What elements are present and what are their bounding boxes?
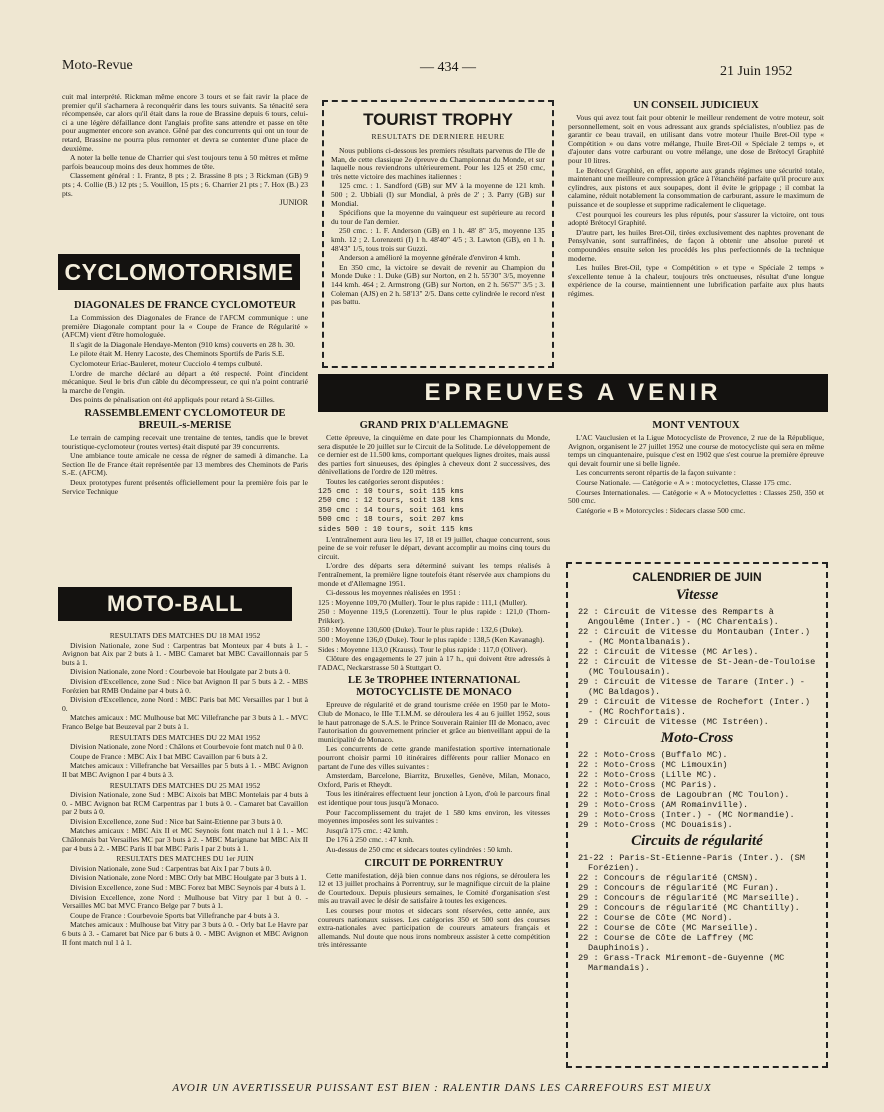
paragraph: Deux prototypes furent présentés officiellement pour la première fois par le Service Technique [62, 477, 308, 496]
calendar-section-title: Moto-Cross [660, 730, 734, 746]
calendar-item: 29 : Concours de régularité (MC Furan). [578, 883, 780, 893]
paragraph: D'autre part, les huiles Bret-Oil, tirées exclusivement des naphtes provenant de Pensylvanie, sont surraffinées, de façon à obtenir une absolue pureté et compoundées ensuite selon les procédés les plus perfectionnés de la technique moderne. [568, 227, 824, 263]
paragraph: Tous les itinéraires effectuent leur jonction à Lyon, d'où le parcours final est identique pour tous jusqu'à Monaco. [318, 789, 550, 807]
match-result: Division Excellence, zone Sud : Nice bat Saint-Etienne par 3 buts à 0. [70, 816, 283, 826]
paragraph: Une ambiance toute amicale ne cessa de régner de samedi à dimanche. La Section Ile de France était représentée par 13 membres des Cheminots de Paris S.-E. (AFCM). [62, 451, 308, 478]
paragraph: Il s'agit de la Diagonale Hendaye-Menton (910 kms) couverts en 28 h. 30. [70, 339, 295, 349]
calendar-item: 29 : Grass-Track Miremont-de-Guyenne (MC Marmandais). [578, 953, 785, 973]
magazine-name: Moto-Revue [62, 58, 133, 73]
moto-ball-results [62, 630, 308, 1070]
results-heading: RESULTATS DES MATCHES DU 1er JUIN [116, 854, 254, 864]
match-result: Division Nationale, zone Nord : Châlons et Courbevoie font match nul 0 à 0. [70, 742, 304, 752]
calendar-section-title: Vitesse [675, 587, 719, 603]
paragraph: Courses Internationales. — Catégorie « A » Motocyclettes : Classes 250, 350 et 500 cmc. [568, 487, 824, 506]
calendar-item: 21-22 : Paris-St-Etienne-Paris (Inter.). (SM Forézien). [578, 853, 805, 873]
match-result: Division Excellence, zone Sud : MBC Forez bat MBC Seynois par 4 buts à 1. [70, 883, 306, 893]
paragraph: L'ordre des départs sera déterminé suivant les temps réalisés à l'entraînement, la première ligne toutefois étant réservée aux champions du monde et d'Allemagne 1951. [318, 561, 550, 588]
article-title: LE 3e TROPHEE INTERNATIONAL MOTOCYCLISTE DE MONACO [347, 675, 520, 699]
results-heading: RESULTATS DES MATCHES DU 25 MAI 1952 [109, 780, 261, 790]
article-title: DIAGONALES DE FRANCE CYCLOMOTEUR [74, 300, 296, 311]
paragraph: Les concurrents seront répartis de la façon suivante : [576, 468, 736, 478]
calendar-item: 29 : Circuit de Vitesse de Tarare (Inter.) - (MC Baldagos). [578, 677, 805, 697]
calendar-item: 29 : Concours de régularité (MC Chantilly). [578, 903, 800, 913]
paragraph: cuit mal interprété. Rickman même encore 3 tours et se fait ravir la place de premier qu'il s'acharnera à reconquérir dans les tours suivants. Sa ténacité sera récompensée, car alors qu'il était dans la roue de Brassine depuis 6 tours, celui-ci a une légère défaillance dont l'anglais profite sans attendre et passe en tête pour augmenter encore son avance. Gêné par des concurrents qui ont un tour de retard, Brassine ne pourra plus remonter et devra se contenter d'une place de deuxième. [62, 93, 308, 153]
paragraph: Des points de pénalisation ont été appliqués pour retard à St-Gilles. [70, 395, 275, 405]
match-result: Division Nationale, zone Nord : MBC Orly bat MBC Houlgate par 3 buts à 1. [70, 873, 307, 883]
paragraph: Anderson a amélioré la moyenne générale d'environ 4 kmh. [339, 253, 521, 263]
match-result: Matches amicaux : Villefranche bat Versailles par 5 buts à 1. - MBC Avignon II bat MBC Avignon I par 4 buts à 3. [62, 761, 308, 779]
calendar-item: 29 : Moto-Cross (MC Douaisis). [578, 820, 733, 830]
calendar-item: 22 : Course de Côte de Laffrey (MC Dauphinois). [578, 933, 754, 953]
calendar-item: 22 : Moto-Cross (MC Paris). [578, 780, 718, 790]
paragraph: Spécifions que la moyenne du vainqueur est supérieure au record du tour de l'an dernier. [331, 208, 545, 226]
paragraph: Clôture des engagements le 27 juin à 17 h., qui doivent être adressés à l'ADAC, Neckarstrasse 50 à Stuttgart O. [318, 654, 550, 672]
article-title: TOURIST TROPHY [363, 110, 513, 129]
race-distance: sides 500 : 10 tours, soit 115 kms [318, 525, 473, 534]
article-title: GRAND PRIX D'ALLEMAGNE [359, 420, 509, 431]
match-result: Division Excellence, zone Nord : Mulhouse bat Vitry par 1 but à 0. - Versailles MC bat MVC Franco Belge par 7 buts à 1. [62, 892, 308, 911]
article-title: UN CONSEIL JUDICIEUX [633, 100, 759, 111]
footer-slogan: AVOIR UN AVERTISSEUR PUISSANT EST BIEN : RALENTIR DANS LES CARREFOURS EST MIEUX [172, 1082, 712, 1094]
paragraph: Le pilote était M. Henry Lacoste, des Cheminots Sportifs de Paris S.E. [70, 349, 285, 359]
paragraph: Sides : Moyenne 113,0 (Krauss). Tour le plus rapide : 117,0 (Oliver). [318, 644, 528, 654]
conseil-article [568, 100, 824, 370]
paragraph: Le Brétocyl Graphité, en effet, apporte aux grands régimes une sécurité totale, maintenant une meilleure compression grâce à l'étanchéité parfaite qu'il procure aux cylindres, aux pistons et aux soupapes, dont il évite le grippage ; il combat la calamine, réduit notablement la consommation de carburant, assure le maximum de puissance et de souplesse et supprime radicalement le cliquetage. [568, 165, 824, 209]
article-title: CIRCUIT DE PORRENTRUY [364, 857, 504, 869]
page-number: — 434 — [420, 60, 476, 75]
paragraph: De 176 à 250 cmc. : 47 kmh. [326, 835, 414, 845]
paragraph: Catégorie « B » Motorcycles : Sidecars classe 500 cmc. [576, 505, 746, 515]
race-distance: 350 cmc : 14 tours, soit 161 kms [318, 506, 464, 515]
article-title: RASSEMBLEMENT CYCLOMOTEUR DE BREUIL-s-MERISE [84, 407, 286, 431]
col1-top-article [62, 93, 308, 243]
calendar-item: 29 : Moto-Cross (Inter.) - (MC Normandie). [578, 810, 795, 820]
paragraph: La Commission des Diagonales de France de l'AFCM communique : une première Diagonale comptant pour la « Coupe de France de Régularité » (AFCM) vient d'être homologuée. [62, 313, 308, 340]
paragraph: Course Nationale. — Catégorie « A » : motocyclettes, Classe 175 cmc. [576, 477, 792, 487]
paragraph: Les concurrents de cette grande manifestation sportive internationale pourront choisir parmi 10 itinéraires différents pour rallier Monaco en partant de l'une des villes suivantes : [318, 744, 550, 771]
paragraph: 250 : Moyenne 119,5 (Lorenzetti). Tour le plus rapide : 121,0 (Thorn-Prikker). [318, 607, 550, 625]
paragraph: Vous qui avez tout fait pour obtenir le meilleur rendement de votre moteur, soit personnellement, soit en vous adressant aux grands spécialistes, n'oubliez pas de garantir ce beau travail, en utilisant dans votre moteur l'huile Bret-Oil type « Compétition » ou dans votre mélange, l'huile Bret-Oil « Spéciale 2 temps », et d'ajouter dans votre carburant ou votre mélange, une dose de Brétocyl Graphité pour 10 litres. [568, 113, 824, 165]
paragraph: L'entraînement aura lieu les 17, 18 et 19 juillet, chaque concurrent, sous peine de se voir refuser le départ, devant accomplir au moins cinq tours du circuit. [318, 534, 550, 561]
calendar-item: 22 : Course de Côte (MC Marseille). [578, 923, 759, 933]
paragraph: 500 : Moyenne 136,0 (Duke). Tour le plus rapide : 138,5 (Ken Kavanagh). [318, 635, 545, 645]
paragraph: Cette manifestation, déjà bien connue dans nos régions, se déroulera les 12 et 13 juillet prochains à Porrentruy, sur le magnifique circuit de la plaine de Courtedoux. Depuis plusieurs semaines, le Comité d'organisation s'est mis au travail avec le désir de satisfaire à toutes les exigences. [318, 870, 550, 906]
paragraph: Le terrain de camping recevait une trentaine de tentes, tandis que le brevet touristique-cyclomoteur (routes vertes) était disputé par 39 concurrents. [62, 432, 308, 451]
paragraph: L'ordre de marche déclaré au départ a été respecté. Point d'incident mécanique. Seul le bris d'un câble du décompresseur, ce qui n'a point contrarié la marche de l'engin. [62, 368, 308, 395]
calendar-item: 29 : Concours de régularité (MC Marseille). [578, 893, 800, 903]
match-result: Division Nationale, zone Sud : Carpentras bat Aix I par 7 buts à 0. [70, 863, 272, 873]
paragraph: 250 cmc. : 1. F. Anderson (GB) en 1 h. 48' 8" 3/5, moyenne 135 kmh. 12 ; 2. Lorenzetti (I) 1 h. 48'40" 4/5 ; 3. Lawton (GB), en 1 h. 48'43" 1/5, tous trois sur Guzzi. [331, 226, 545, 253]
paragraph: Les huiles Bret-Oil, type « Compétition » et type « Spéciale 2 temps » s'excellente tenue à la chaleur, toujours très onctueuses, résultat d'une longue expérience de la course, maintiennent une lubrification parfaite aux plus hauts régimes. [568, 263, 824, 298]
paragraph: Classement général : 1. Frantz, 8 pts ; 2. Brassine 8 pts ; 3 Rickman (GB) 9 pts ; 4. Collie (B.) 12 pts ; 5. Vouillon, 15 pts ; 6. Charrier 21 pts ; 7. Hox (B.) 23 pts. [62, 171, 308, 198]
tourist-trophy-box [322, 100, 554, 368]
paragraph: Ci-dessous les moyennes réalisées en 1951 : [326, 588, 461, 598]
match-result: Division Nationale, zone Nord : Courbevoie bat Houlgate par 2 buts à 0. [70, 667, 291, 677]
banner-epreuves-a-venir: EPREUVES A VENIR [318, 374, 828, 412]
calendar-item: 29 : Circuit de Vitesse de Rochefort (Inter.) - (MC Rochfortais). [578, 697, 811, 717]
match-result: Division d'Excellence, zone Nord : MBC Paris bat MC Versailles par 1 but à 0. [62, 695, 308, 713]
calendar-item: 22 : Circuit de Vitesse des Remparts à Angoulême (Inter.) - (MC Charentais). [578, 607, 779, 627]
match-result: Coupe de France : MBC Aix I bat MBC Cavaillon par 6 buts à 2. [70, 751, 268, 761]
match-result: Matches amicaux : MBC Aix II et MC Seynois font match nul 1 à 1. - MC Châlonnais bat Versailles MC par 3 buts à 2. - MBC Marignane bat MBC Aix II par 4 buts à 2. - MBC Paris II bat MBC Paris I par 2 buts à 1. [62, 826, 308, 853]
calendar-section-title: Circuits de régularité [631, 833, 763, 849]
events-column [318, 420, 550, 1072]
banner-moto-ball: MOTO-BALL [58, 587, 292, 621]
paragraph: A noter la belle tenue de Charrier qui s'est toujours tenu à 50 mètres et même parfois beaucoup moins des deux hommes de tête. [62, 153, 308, 171]
calendar-item: 22 : Moto-Cross (Lille MC). [578, 770, 718, 780]
paragraph: Cette épreuve, la cinquième en date pour les Championnats du Monde, sera disputée le 20 juillet sur le Circuit de la Solitude. Le développement de ce dernier est de 11.500 kms, comportant quelques lignes droites, mais aussi des parties fort sinueuses, des épingles à cheveux dont 2 successives, des dénivellations de l'ordre de 120 mètres. [318, 433, 550, 477]
calendar-item: 22 : Circuit de Vitesse du Montauban (Inter.) - (MC Montalbanais). [578, 627, 811, 647]
paragraph: C'est pourquoi les coureurs les plus réputés, pour s'assurer la victoire, ont tous adopté Brétocyl Graphité. [568, 209, 824, 228]
issue-date: 21 Juin 1952 [720, 64, 793, 79]
paragraph: Les courses pour motos et sidecars sont réservées, cette année, aux coureurs nationaux suisses. Les catégories 350 et 500 sont des courses extra-nationales avec participation de coureurs amateurs français et allemands. Nul doute que nous irons nombreux assister à cette compétition très intéressante [318, 905, 550, 950]
calendar-item: 22 : Circuit de Vitesse (MC Arles). [578, 647, 759, 657]
race-distance: 125 cmc : 10 tours, soit 115 kms [318, 487, 464, 496]
match-result: Matches amicaux : Mulhouse bat Vitry par 3 buts à 0. - Orly bat Le Havre par 6 buts à 3. - Camaret bat Nice par 6 buts à 0. - MBC Avignon et MBC Avignon II font match nul 1 à 1. [62, 920, 308, 947]
paragraph: Toutes les catégories seront disputées : [326, 476, 444, 486]
race-distance: 500 cmc : 18 tours, soit 207 kms [318, 516, 464, 525]
paragraph: Epreuve de régularité et de grand tourisme créée en 1950 par le Moto-Club de Monaco, le IIIe T.I.M.M. se déroulera les 4 au 6 juillet 1952, sous le haut patronage de S.A.S. le Prince Souverain Rainier III de Monaco, avec l'autorisation du gouvernement princier et grâce au bienveillant appui de la municipalité de Monaco. [318, 700, 550, 744]
calendar-item: 22 : Moto-Cross de Lagoubran (MC Toulon). [578, 790, 790, 800]
match-result: Coupe de France : Courbevoie Sports bat Villefranche par 4 buts à 3. [70, 910, 280, 920]
calendar-item: 22 : Moto-Cross (MC Limouxin) [578, 760, 728, 770]
calendar-title: CALENDRIER DE JUIN [632, 570, 762, 584]
paragraph: Au-dessus de 250 cmc et sidecars toutes cylindrées : 50 kmh. [326, 844, 513, 854]
match-result: Division Nationale, zone Sud : MBC Aixois bat MBC Montelais par 4 buts à 0. - MBC Avignon bat RCM Carpentras par 1 buts à 0. - Camaret bat Cavaillon par 2 buts à 0. [62, 790, 308, 817]
paragraph: 125 cmc. : 1. Sandford (GB) sur MV à la moyenne de 121 kmh. 500 ; 2. Ubbiali (I) sur Mondial, à près de 2' ; 3. Parry (GB) sur Mondial. [331, 181, 545, 208]
calendar-item: 29 : Circuit de Vitesse (MC Istréen). [578, 717, 769, 727]
author-signature: JUNIOR [279, 198, 308, 208]
results-heading: RESULTATS DES MATCHES DU 22 MAI 1952 [109, 732, 261, 742]
paragraph: Jusqu'à 175 cmc. : 42 kmh. [326, 825, 409, 835]
calendar-item: 22 : Concours de régularité (CMSN). [578, 873, 759, 883]
match-result: Matches amicaux : MC Mulhouse bat MC Villefranche par 3 buts à 1. - MVC Franco Belge bat Beuzeval par 2 buts à 1. [62, 713, 308, 731]
results-heading: RESULTATS DES MATCHES DU 18 MAI 1952 [109, 631, 261, 640]
calendar-item: 22 : Circuit de Vitesse de St-Jean-de-Touloise (MC Toulousain). [578, 657, 816, 677]
mont-ventoux-article [568, 420, 824, 552]
paragraph: Cyclomoteur Eriac-Bauleret, moteur Cucciolo 4 temps culbuté. [70, 358, 263, 368]
calendar-item: 22 : Moto-Cross (Buffalo MC). [578, 750, 728, 760]
cyclo-articles [62, 300, 308, 582]
paragraph: Nous publions ci-dessous les premiers résultats parvenus de l'Ile de Man, de cette classique 2e épreuve du Championnat du Monde, et sur laquelle nous reviendrons ultérieurement. Pour les 125 et 250 cmc, très nette victoire des machines italiennes : [331, 147, 545, 181]
paragraph: 350 : Moyenne 130,600 (Duke). Tour le plus rapide : 132,6 (Duke). [318, 625, 523, 635]
paragraph: 125 : Moyenne 109,70 (Muller). Tour le plus rapide : 111,1 (Muller). [318, 597, 528, 607]
calendar-item: 22 : Course de Côte (MC Nord). [578, 913, 733, 923]
calendar-item: 29 : Moto-Cross (AM Romainville). [578, 800, 749, 810]
paragraph: En 350 cmc, la victoire se devait de revenir au Champion du Monde Duke : 1. Duke (GB) sur Norton, en 2 h. 55'30" 3/5, moyenne 144 kmh. 464 ; 2. Armstrong (GB) sur Norton, en 2 h. 56'57" 3/5 ; 3. Coleman (AJS) en 2 h. 58'13" 2/5. Dans cette cylindrée le record n'est pas battu. [331, 262, 545, 307]
paragraph: Amsterdam, Barcelone, Biarritz, Bruxelles, Genève, Milan, Monaco, Oxford, Paris et Rheydt. [318, 771, 550, 789]
calendar-box [566, 562, 828, 1068]
race-distance: 250 cmc : 12 tours, soit 138 kms [318, 497, 464, 506]
paragraph: Pour l'accomplissement du trajet de 1 580 kms environ, les vitesses moyennes imposées sont les suivantes : [318, 807, 550, 826]
match-result: Division Nationale, zone Sud : Carpentras bat Monteux par 4 buts à 1. - Avignon bat Aix par 2 buts à 1. - MBC Camaret bat MBC Cavaillonnais par 5 buts à 1. [62, 640, 308, 667]
banner-cyclomotorisme: CYCLOMOTORISME [58, 254, 300, 290]
article-title: MONT VENTOUX [652, 420, 740, 431]
match-result: Division d'Excellence, zone Sud : Nice bat Avignon II par 5 buts à 2. - MBS Forézien bat RMB Ondaine par 4 buts à 0. [62, 676, 308, 695]
paragraph: L'AC Vauclusien et la Ligue Motocycliste de Provence, 2 rue de la République, Avignon, organisent le 27 juillet 1952 une course de motocycliste qui sera en même temps un cinquantenaire, puisque c'est en 1902 que s'est courue la première épreuve qui devait fournir une si belle lignée. [568, 433, 824, 468]
article-subtitle: RESULTATS DE DERNIERE HEURE [371, 132, 505, 141]
